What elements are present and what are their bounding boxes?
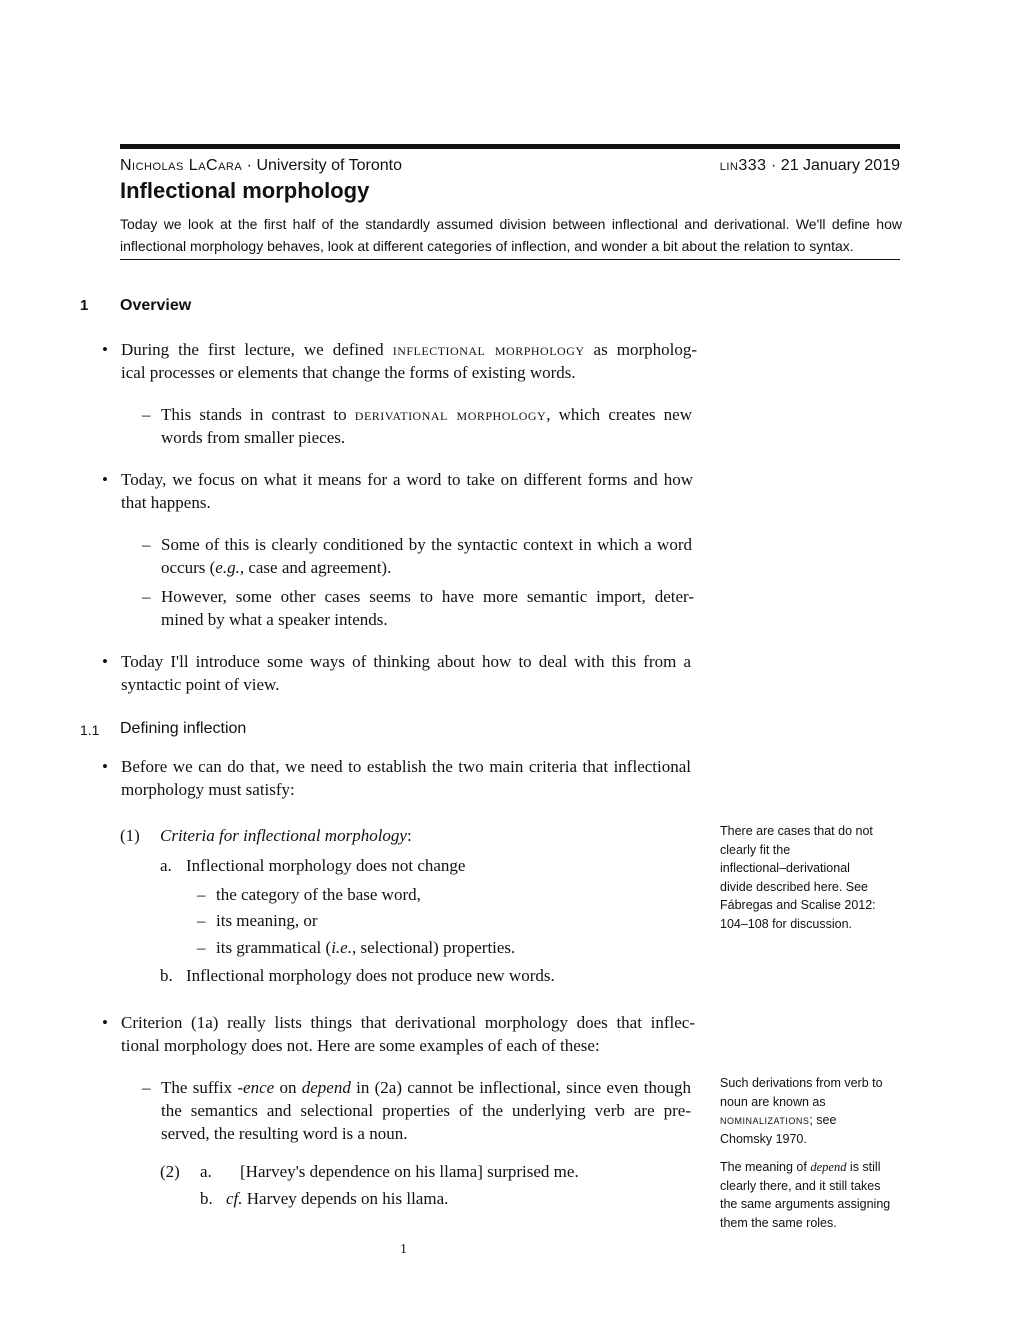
text-run: Criteria for inflectional morphology bbox=[160, 826, 407, 845]
text-line: However, some other cases seems to have more semantic import, deter- bbox=[161, 587, 694, 606]
abstract bbox=[120, 213, 902, 257]
note-line bbox=[720, 1158, 902, 1177]
dash-marker: – bbox=[197, 911, 206, 930]
text-run: During the first lecture, we defined bbox=[121, 340, 393, 359]
text-line: tional morphology does not. Here are some examples of each of these: bbox=[121, 1036, 600, 1055]
dash-marker: – bbox=[197, 885, 206, 904]
example-text bbox=[226, 1187, 448, 1210]
text-run: on bbox=[274, 1078, 302, 1097]
header-separator: · bbox=[246, 157, 252, 174]
course-code: lin333 bbox=[719, 157, 767, 174]
page-title: Inflectional morphology bbox=[120, 178, 370, 203]
example-text: Inflectional morphology does not change bbox=[186, 856, 466, 875]
header-left bbox=[120, 157, 402, 175]
text-line: mined by what a speaker intends. bbox=[161, 610, 388, 629]
text-run: as morpholog- bbox=[584, 340, 698, 359]
note-line: Fábregas and Scalise 2012: bbox=[720, 898, 876, 912]
subbullet-paragraph bbox=[161, 1076, 691, 1145]
text-line: words from smaller pieces. bbox=[161, 428, 346, 447]
dash-marker: – bbox=[197, 938, 206, 957]
author-name: Nicholas LaCara bbox=[120, 157, 243, 174]
page-number: 1 bbox=[400, 1242, 407, 1257]
text-run: cf. bbox=[226, 1189, 243, 1208]
text-run: ence bbox=[243, 1078, 275, 1097]
margin-note bbox=[720, 1158, 902, 1232]
note-line: clearly fit the bbox=[720, 842, 791, 857]
example-number: (1) bbox=[120, 826, 140, 845]
text-run: , which creates new bbox=[546, 405, 692, 424]
text-line: Before we can do that, we need to establish the two main criteria that inflectional bbox=[121, 757, 691, 776]
text-run: The suffix - bbox=[161, 1078, 244, 1097]
text-run: in (2a) cannot be inflectional, since even though bbox=[350, 1078, 692, 1097]
example-subitem bbox=[216, 936, 515, 959]
text-run: its grammatical ( bbox=[216, 938, 332, 957]
bullet-paragraph bbox=[121, 468, 693, 514]
text-run: This stands in contrast to bbox=[161, 405, 355, 424]
text-run: Harvey depends on his llama. bbox=[242, 1189, 449, 1208]
text-line: morphology must satisfy: bbox=[121, 780, 295, 799]
note-line: them the same roles. bbox=[720, 1215, 837, 1230]
term: derivational morphology bbox=[354, 405, 547, 424]
example-label: a. bbox=[160, 856, 172, 875]
dash-marker: – bbox=[142, 1078, 151, 1097]
note-line: divide described here. See bbox=[720, 879, 869, 894]
abstract-rule bbox=[120, 259, 900, 260]
example-number: (2) bbox=[160, 1162, 180, 1181]
bullet-marker: • bbox=[102, 1013, 108, 1032]
dash-marker: – bbox=[142, 405, 151, 424]
note-line: inflectional–derivational bbox=[720, 861, 850, 875]
text-run: is still bbox=[846, 1160, 881, 1174]
text-run: depend bbox=[301, 1078, 351, 1097]
section-number: 1 bbox=[80, 297, 89, 314]
text-run: The meaning of bbox=[720, 1160, 811, 1174]
example-text: Inflectional morphology does not produce new words. bbox=[186, 966, 555, 985]
note-line: the same arguments assigning bbox=[720, 1197, 891, 1211]
abstract-line-1: Today we look at the first half of the standardly assumed division between inflectional and derivational. We'll define how bbox=[120, 216, 902, 232]
note-line: Such derivations from verb to bbox=[720, 1076, 883, 1090]
bullet-marker: • bbox=[102, 652, 108, 671]
text-line: ical processes or elements that change the forms of existing words. bbox=[121, 363, 576, 382]
text-line: Today I'll introduce some ways of thinking about how to deal with this from a bbox=[121, 652, 691, 671]
example-heading bbox=[160, 824, 412, 847]
text-line: that happens. bbox=[121, 493, 211, 512]
example-label: b. bbox=[160, 966, 173, 985]
text-line: Today, we focus on what it means for a word to take on different forms and how bbox=[121, 470, 693, 489]
text-line bbox=[161, 556, 692, 579]
subbullet-paragraph bbox=[161, 585, 694, 631]
text-line: syntactic point of view. bbox=[121, 675, 280, 694]
section-title: Overview bbox=[120, 297, 192, 314]
note-line: There are cases that do not bbox=[720, 824, 873, 838]
example-subitem: its meaning, or bbox=[216, 911, 318, 930]
subsection-number: 1.1 bbox=[80, 722, 100, 738]
text-run: ; see bbox=[809, 1113, 837, 1127]
subbullet-paragraph bbox=[161, 533, 692, 579]
example-label: b. bbox=[200, 1189, 213, 1208]
dash-marker: – bbox=[142, 587, 151, 606]
subbullet-paragraph bbox=[161, 403, 692, 449]
note-line: Chomsky 1970. bbox=[720, 1131, 807, 1146]
note-line: 104–108 for discussion. bbox=[720, 916, 853, 931]
dash-marker: – bbox=[142, 535, 151, 554]
margin-note bbox=[720, 1074, 902, 1148]
note-line: noun are known as bbox=[720, 1094, 826, 1109]
text-run: : bbox=[406, 826, 412, 845]
bullet-paragraph bbox=[121, 755, 691, 801]
text-line: Criterion (1a) really lists things that derivational morphology does that inflec- bbox=[121, 1013, 695, 1032]
bullet-paragraph bbox=[121, 650, 691, 696]
example-subitem: the category of the base word, bbox=[216, 885, 421, 904]
text-line: Some of this is clearly conditioned by the syntactic context in which a word bbox=[161, 535, 692, 554]
subsection-title: Defining inflection bbox=[120, 720, 247, 737]
date: 21 January 2019 bbox=[780, 157, 900, 174]
text-run: , case and agreement). bbox=[239, 558, 392, 577]
bullet-paragraph bbox=[121, 1011, 695, 1057]
example-label: a. bbox=[200, 1162, 212, 1181]
example-text: [Harvey's dependence on his llama] surprised me. bbox=[240, 1162, 579, 1181]
text-run: i.e. bbox=[331, 938, 352, 957]
text-line: the semantics and selectional properties of the underlying verb are pre- bbox=[161, 1101, 691, 1120]
bullet-marker: • bbox=[102, 757, 108, 776]
header-rule bbox=[120, 144, 900, 149]
header-right bbox=[720, 157, 900, 175]
institution: University of Toronto bbox=[256, 157, 402, 174]
text-run: depend bbox=[810, 1160, 847, 1174]
text-line: served, the resulting word is a noun. bbox=[161, 1124, 408, 1143]
note-line bbox=[720, 1111, 902, 1130]
bullet-marker: • bbox=[102, 340, 108, 359]
term: nominalizations bbox=[720, 1113, 810, 1127]
text-run: occurs ( bbox=[161, 558, 216, 577]
term: inflectional morphology bbox=[392, 340, 585, 359]
text-run: , selectional) properties. bbox=[351, 938, 516, 957]
note-line: clearly there, and it still takes bbox=[720, 1178, 881, 1193]
header-separator-2: · bbox=[771, 157, 777, 174]
text-run: e.g. bbox=[215, 558, 240, 577]
bullet-marker: • bbox=[102, 470, 108, 489]
abstract-line-2: inflectional morphology behaves, look at different categories of inflection, and wonder a bit about the relation to syntax. bbox=[120, 238, 854, 254]
bullet-paragraph bbox=[121, 338, 697, 384]
margin-note bbox=[720, 822, 902, 933]
